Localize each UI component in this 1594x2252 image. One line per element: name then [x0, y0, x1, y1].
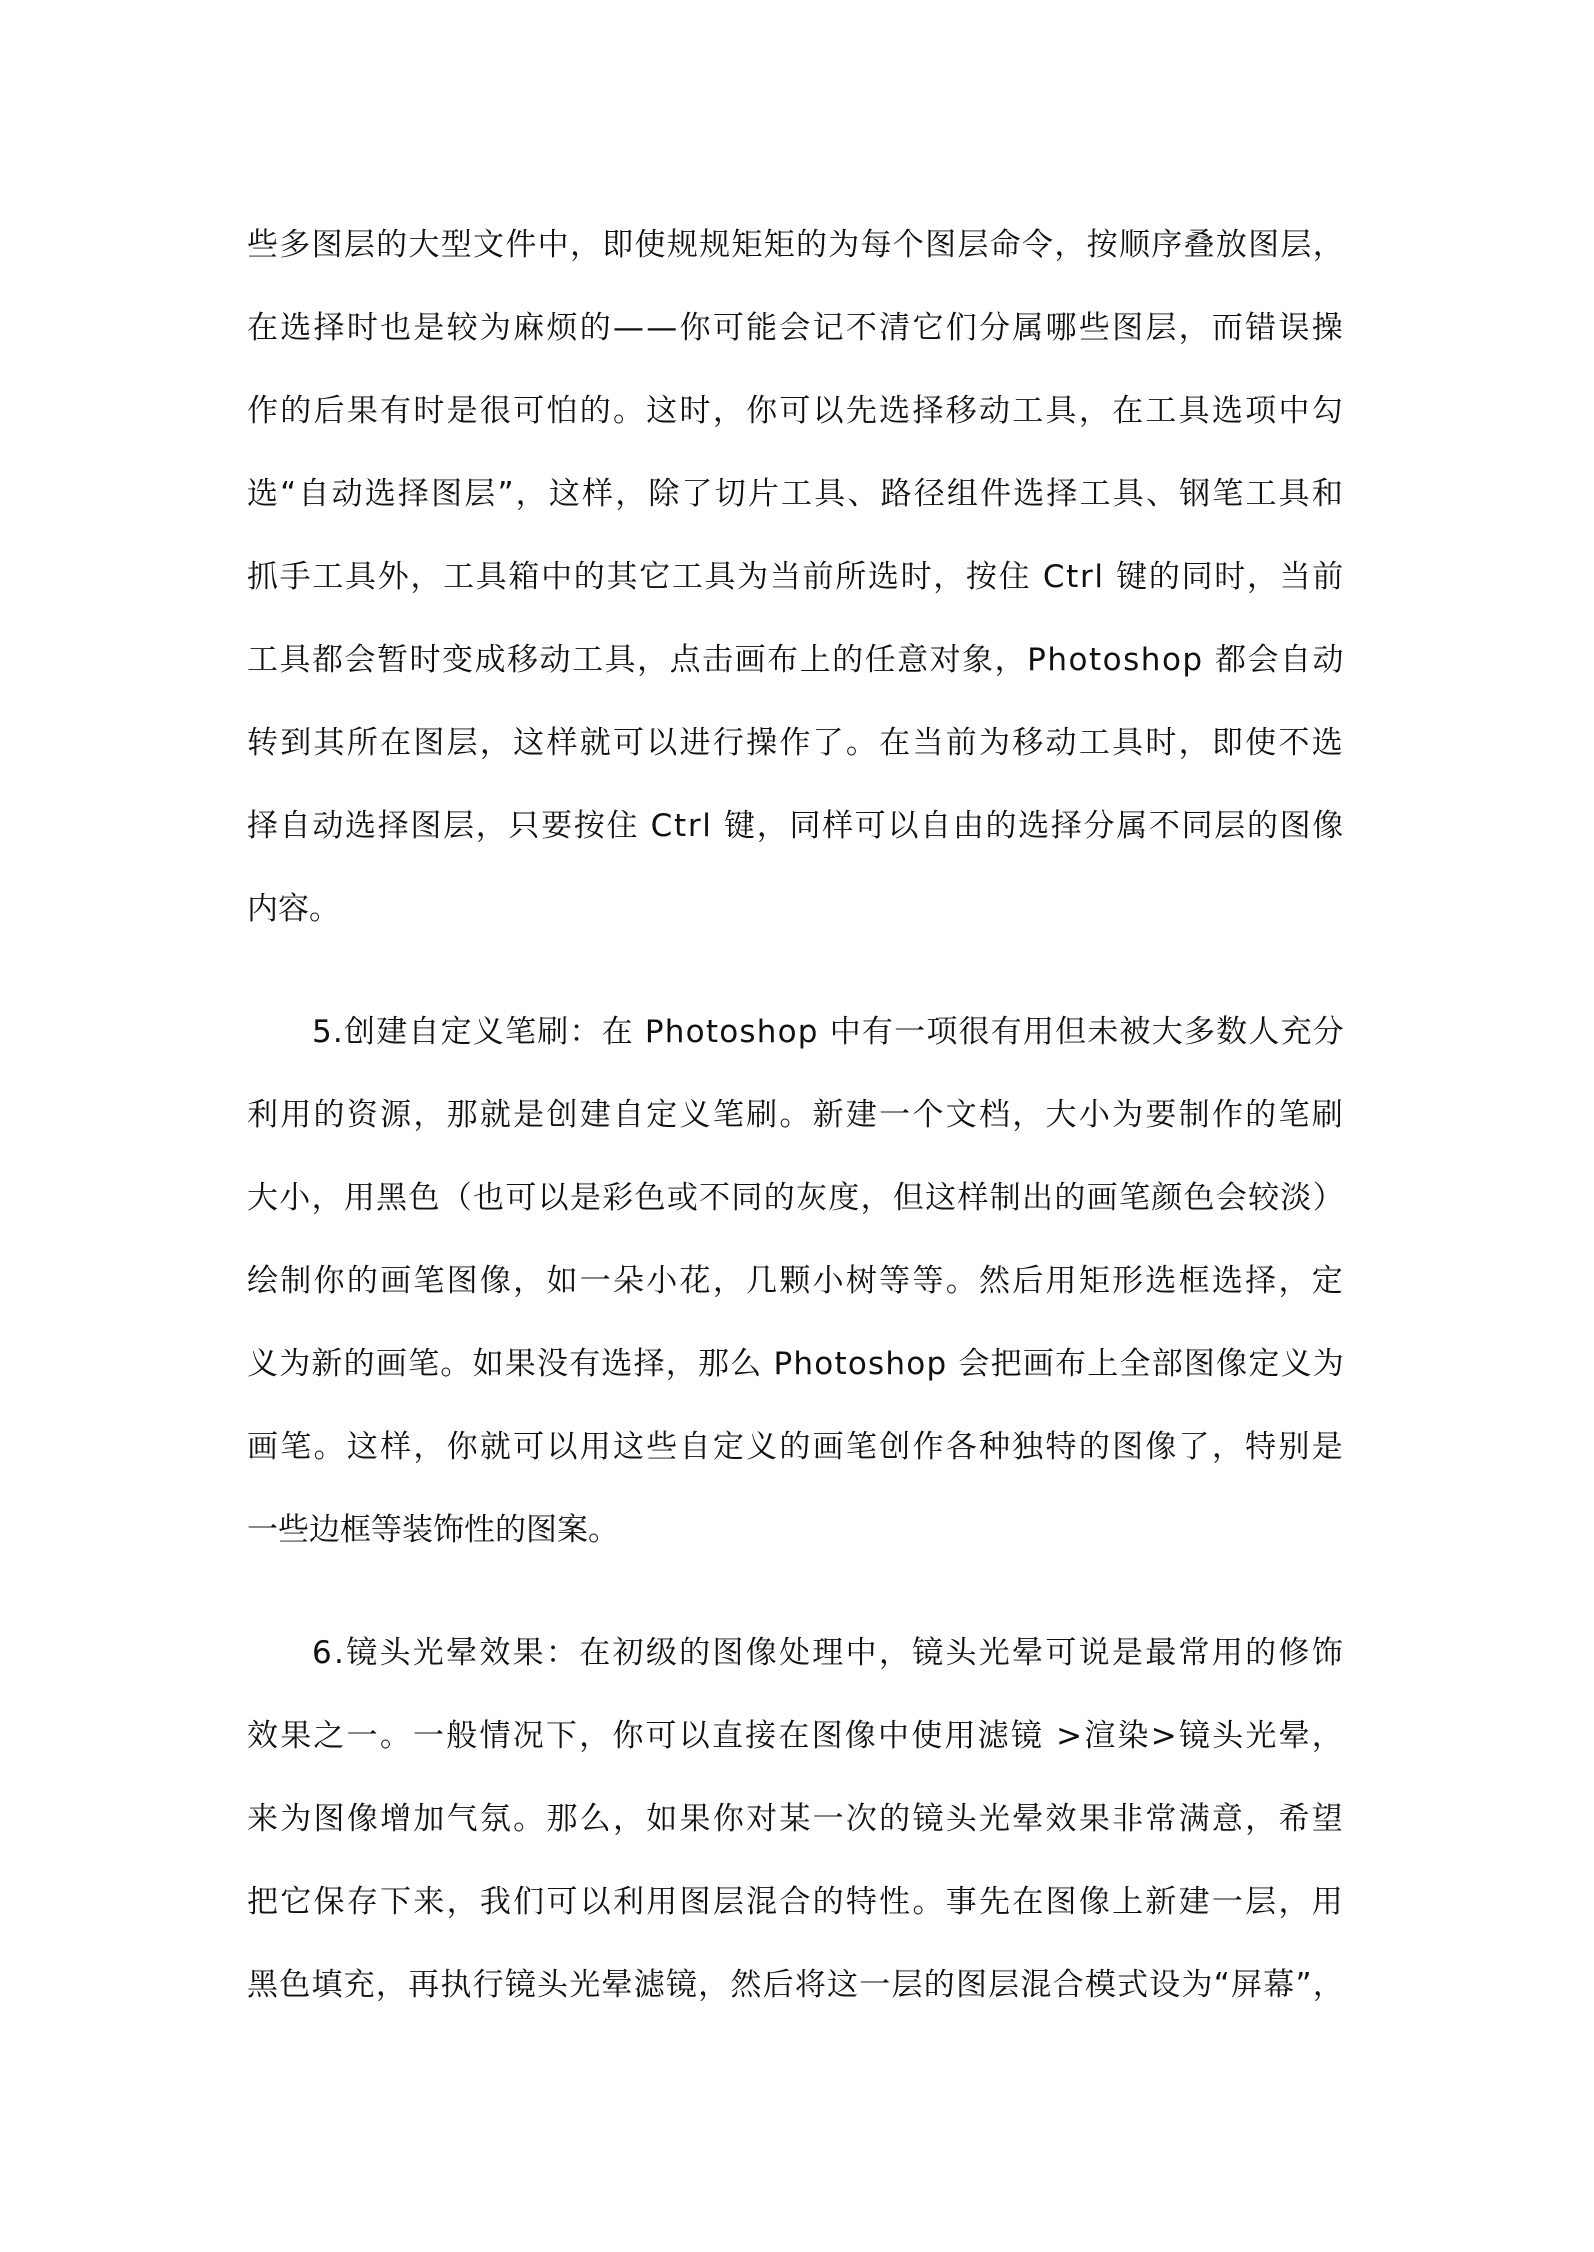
- text-line: 把它保存下来，我们可以利用图层混合的特性。事先在图像上新建一层，用: [247, 1884, 1345, 1920]
- text-line: 绘制你的画笔图像，如一朵小花，几颗小树等等。然后用矩形选框选择，定: [247, 1263, 1345, 1299]
- text-line: 来为图像增加气氛。那么，如果你对某一次的镜头光晕效果非常满意，希望: [247, 1801, 1345, 1837]
- text-line: 抓手工具外，工具箱中的其它工具为当前所选时，按住 Ctrl 键的同时，当前: [247, 559, 1345, 595]
- text-line: 6.镜头光晕效果：在初级的图像处理中，镜头光晕可说是最常用的修饰: [312, 1635, 1345, 1671]
- text-line: 作的后果有时是很可怕的。这时，你可以先选择移动工具，在工具选项中勾: [247, 393, 1345, 429]
- text-line: 5.创建自定义笔刷：在 Photoshop 中有一项很有用但未被大多数人充分: [312, 1014, 1345, 1050]
- text-line: 黑色填充，再执行镜头光晕滤镜，然后将这一层的图层混合模式设为“屏幕”，: [247, 1967, 1345, 2003]
- text-line: 内容。: [247, 891, 340, 927]
- text-line: 义为新的画笔。如果没有选择，那么 Photoshop 会把画布上全部图像定义为: [247, 1346, 1345, 1382]
- text-line: 工具都会暂时变成移动工具，点击画布上的任意对象，Photoshop 都会自动: [247, 642, 1345, 678]
- text-line: 效果之一。一般情况下，你可以直接在图像中使用滤镜 >渲染>镜头光晕，: [247, 1718, 1345, 1754]
- text-line: 大小，用黑色（也可以是彩色或不同的灰度，但这样制出的画笔颜色会较淡）: [247, 1180, 1345, 1216]
- text-line: 转到其所在图层，这样就可以进行操作了。在当前为移动工具时，即使不选: [247, 725, 1345, 761]
- text-line: 选“自动选择图层”，这样，除了切片工具、路径组件选择工具、钢笔工具和: [247, 476, 1345, 512]
- text-line: 画笔。这样，你就可以用这些自定义的画笔创作各种独特的图像了，特别是: [247, 1429, 1345, 1465]
- text-line: 择自动选择图层，只要按住 Ctrl 键，同样可以自由的选择分属不同层的图像: [247, 808, 1345, 844]
- text-line: 些多图层的大型文件中，即使规规矩矩的为每个图层命令，按顺序叠放图层，: [247, 227, 1345, 263]
- text-line: 利用的资源，那就是创建自定义笔刷。新建一个文档，大小为要制作的笔刷: [247, 1097, 1345, 1133]
- text-line: 一些边框等装饰性的图案。: [247, 1512, 619, 1548]
- text-line: 在选择时也是较为麻烦的——你可能会记不清它们分属哪些图层，而错误操: [247, 310, 1345, 346]
